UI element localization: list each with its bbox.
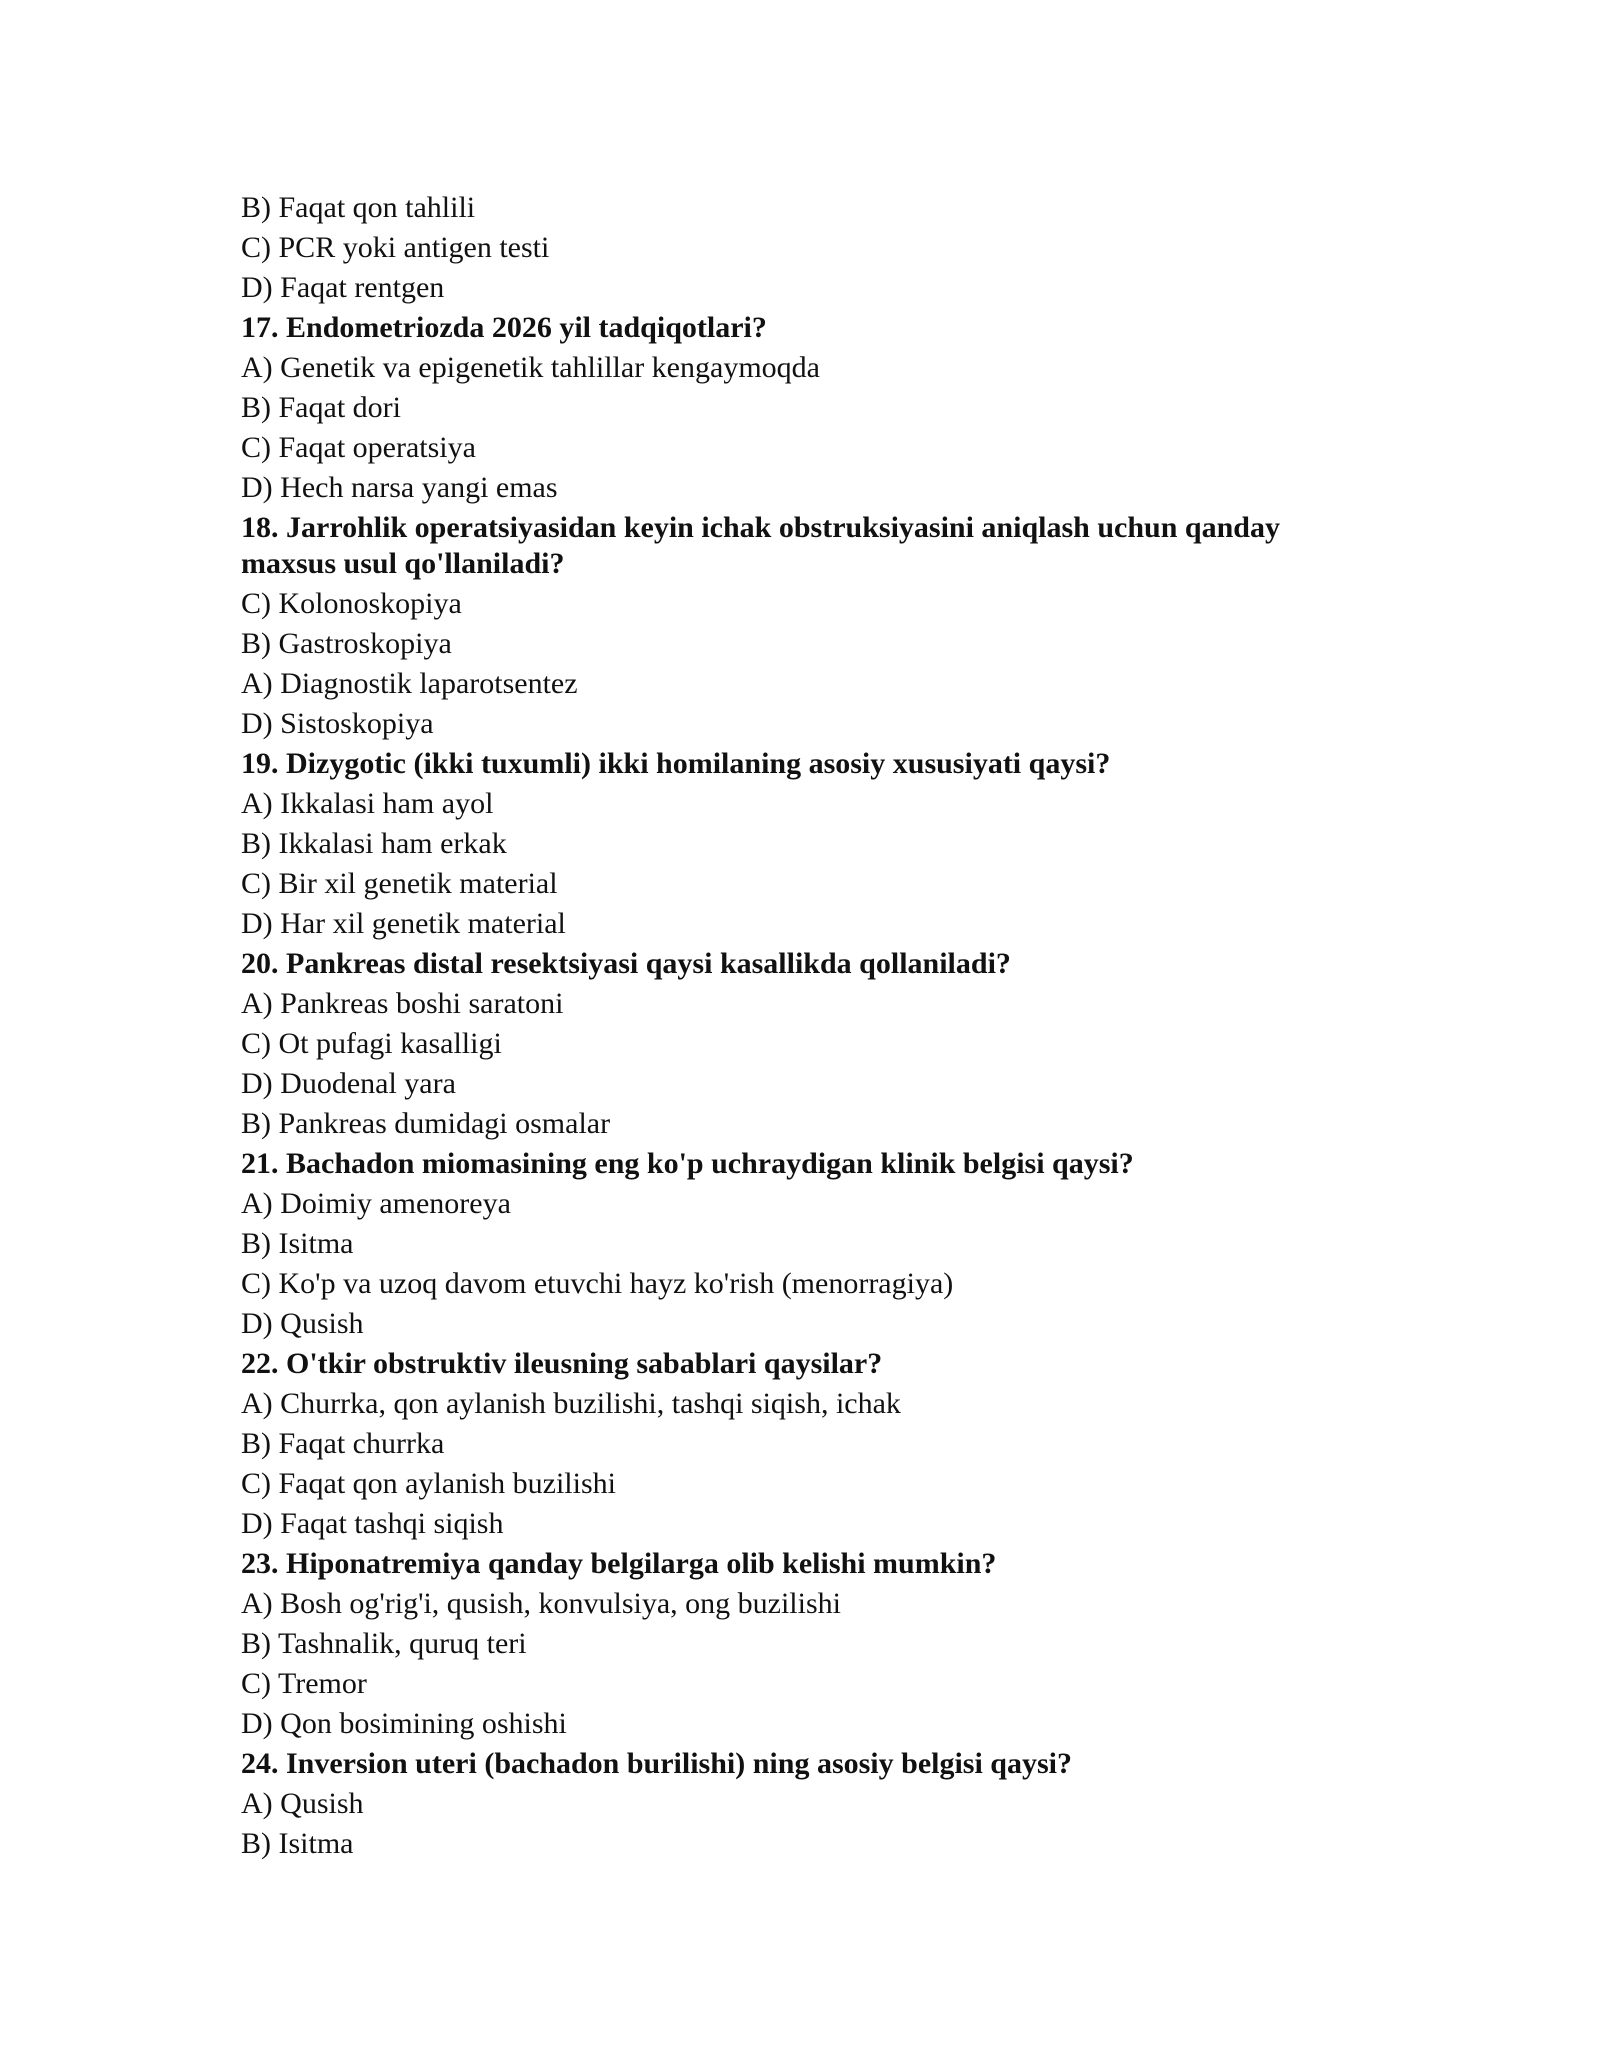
option-line: C) Faqat operatsiya bbox=[241, 431, 476, 464]
option-line: C) Tremor bbox=[241, 1667, 367, 1700]
option-line: D) Duodenal yara bbox=[241, 1067, 456, 1100]
question-title: 22. O'tkir obstruktiv ileusning sabablari qaysilar? bbox=[241, 1347, 883, 1380]
question-19 bbox=[241, 746, 1381, 944]
option-line: D) Qon bosimining oshishi bbox=[241, 1707, 567, 1740]
option-line: A) Ikkalasi ham ayol bbox=[241, 787, 494, 820]
question-17 bbox=[241, 310, 1381, 508]
question-22 bbox=[241, 1346, 1381, 1544]
option-line: B) Isitma bbox=[241, 1227, 354, 1260]
option-line: C) Ot pufagi kasalligi bbox=[241, 1027, 502, 1060]
option-line: C) Ko'p va uzoq davom etuvchi hayz ko'rish (menorragiya) bbox=[241, 1267, 954, 1300]
option-line: A) Pankreas boshi saratoni bbox=[241, 987, 564, 1020]
question-24 bbox=[241, 1746, 1381, 1864]
document-content bbox=[241, 188, 1381, 1864]
question-title: 20. Pankreas distal resektsiyasi qaysi kasallikda qollaniladi? bbox=[241, 947, 1011, 980]
option-line: A) Qusish bbox=[241, 1787, 364, 1820]
option-line: D) Qusish bbox=[241, 1307, 364, 1340]
question-title: 19. Dizygotic (ikki tuxumli) ikki homilaning asosiy xususiyati qaysi? bbox=[241, 747, 1111, 780]
option-line: B) Faqat qon tahlili bbox=[241, 191, 476, 224]
option-line: B) Tashnalik, quruq teri bbox=[241, 1627, 527, 1660]
question-18 bbox=[241, 510, 1381, 744]
option-line: A) Churrka, qon aylanish buzilishi, tashqi siqish, ichak bbox=[241, 1387, 901, 1420]
option-line: B) Gastroskopiya bbox=[241, 627, 452, 660]
option-line: D) Har xil genetik material bbox=[241, 907, 566, 940]
question-title: 21. Bachadon miomasining eng ko'p uchraydigan klinik belgisi qaysi? bbox=[241, 1147, 1134, 1180]
question-title: 23. Hiponatremiya qanday belgilarga olib kelishi mumkin? bbox=[241, 1547, 997, 1580]
question-title: 17. Endometriozda 2026 yil tadqiqotlari? bbox=[241, 311, 767, 344]
option-line: D) Hech narsa yangi emas bbox=[241, 471, 558, 504]
option-line: B) Ikkalasi ham erkak bbox=[241, 827, 507, 860]
option-line: C) Kolonoskopiya bbox=[241, 587, 462, 620]
option-line: C) Faqat qon aylanish buzilishi bbox=[241, 1467, 616, 1500]
question-20 bbox=[241, 946, 1381, 1144]
option-line: A) Bosh og'rig'i, qusish, konvulsiya, ong buzilishi bbox=[241, 1587, 841, 1620]
option-line: A) Genetik va epigenetik tahlillar kengaymoqda bbox=[241, 351, 820, 384]
option-line: B) Pankreas dumidagi osmalar bbox=[241, 1107, 611, 1140]
option-line: D) Faqat tashqi siqish bbox=[241, 1507, 504, 1540]
question-21 bbox=[241, 1146, 1381, 1344]
option-line: A) Diagnostik laparotsentez bbox=[241, 667, 578, 700]
option-line: D) Faqat rentgen bbox=[241, 271, 445, 304]
question-title: 18. Jarrohlik operatsiyasidan keyin ichak obstruksiyasini aniqlash uchun qanday maxsus usul qo'llaniladi? bbox=[241, 511, 1280, 580]
option-line: B) Isitma bbox=[241, 1827, 354, 1860]
option-line: C) Bir xil genetik material bbox=[241, 867, 558, 900]
option-line: B) Faqat churrka bbox=[241, 1427, 445, 1460]
option-line: D) Sistoskopiya bbox=[241, 707, 434, 740]
option-line: B) Faqat dori bbox=[241, 391, 401, 424]
question-title: 24. Inversion uteri (bachadon burilishi) ning asosiy belgisi qaysi? bbox=[241, 1747, 1073, 1780]
option-line: C) PCR yoki antigen testi bbox=[241, 231, 550, 264]
lead-options bbox=[241, 188, 1381, 308]
option-line: A) Doimiy amenoreya bbox=[241, 1187, 511, 1220]
question-23 bbox=[241, 1546, 1381, 1744]
